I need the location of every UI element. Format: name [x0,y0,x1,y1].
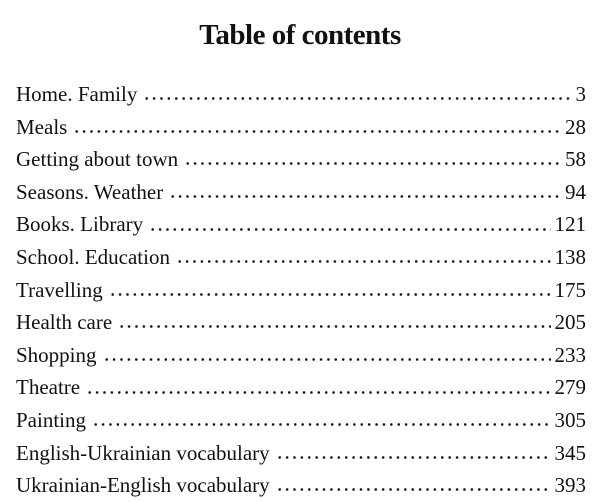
dot-leader [103,343,551,367]
dot-leader [118,310,550,334]
toc-entry-page: 138 [554,244,586,269]
toc-entry-page: 205 [554,310,586,335]
dot-leader [109,278,551,302]
toc-entry[interactable] [16,339,586,372]
toc-entry[interactable] [16,176,586,209]
toc-entry-label: Theatre [16,375,81,400]
dot-leader [86,376,550,400]
toc-entry-label: Health care [16,310,113,335]
toc-entry-label: Travelling [16,277,103,302]
toc-entry-label: Home. Family [16,82,138,106]
toc-entry-page: 175 [554,277,586,302]
toc-entry[interactable] [16,241,586,274]
toc-entry-page: 121 [554,212,586,237]
dot-leader [149,213,550,237]
toc-entry-page: 233 [554,342,586,367]
toc-entry[interactable] [16,437,586,470]
toc-entry-page: 345 [554,440,586,465]
dot-leader [184,147,561,171]
toc-entry[interactable] [16,371,586,404]
toc-entry-label: School. Education [16,244,170,269]
toc-entry-page: 393 [554,473,586,498]
toc-entry-page: 58 [565,147,586,172]
toc-entry-label: Ukrainian-English vocabulary [16,473,270,498]
dot-leader [73,115,561,139]
toc-entry-label: Shopping [16,342,97,367]
toc-entry-page: 305 [554,407,586,432]
toc-list [16,78,586,502]
toc-entry-label: Getting about town [16,147,179,172]
toc-entry-label: Meals [16,114,68,139]
toc-entry[interactable] [16,78,586,111]
toc-entry-label: Painting [16,407,87,432]
toc-entry[interactable] [16,469,586,502]
dot-leader [143,82,571,106]
toc-entry-label: English-Ukrainian vocabulary [16,440,270,465]
dot-leader [276,441,551,465]
toc-entry-label: Seasons. Weather [16,179,164,204]
toc-entry-page: 28 [565,114,586,139]
toc-entry[interactable] [16,143,586,176]
dot-leader [92,408,550,432]
toc-entry[interactable] [16,111,586,144]
toc-entry-page: 279 [554,375,586,400]
dot-leader [176,245,551,269]
toc-entry-label: Books. Library [16,212,144,237]
toc-entry[interactable] [16,208,586,241]
dot-leader [169,180,561,204]
toc-entry-page: 3 [575,82,586,106]
toc-entry[interactable] [16,306,586,339]
toc-entry[interactable] [16,274,586,307]
dot-leader [276,473,551,497]
toc-entry-page: 94 [565,179,586,204]
toc-entry[interactable] [16,404,586,437]
page-title: Table of contents [199,19,401,51]
